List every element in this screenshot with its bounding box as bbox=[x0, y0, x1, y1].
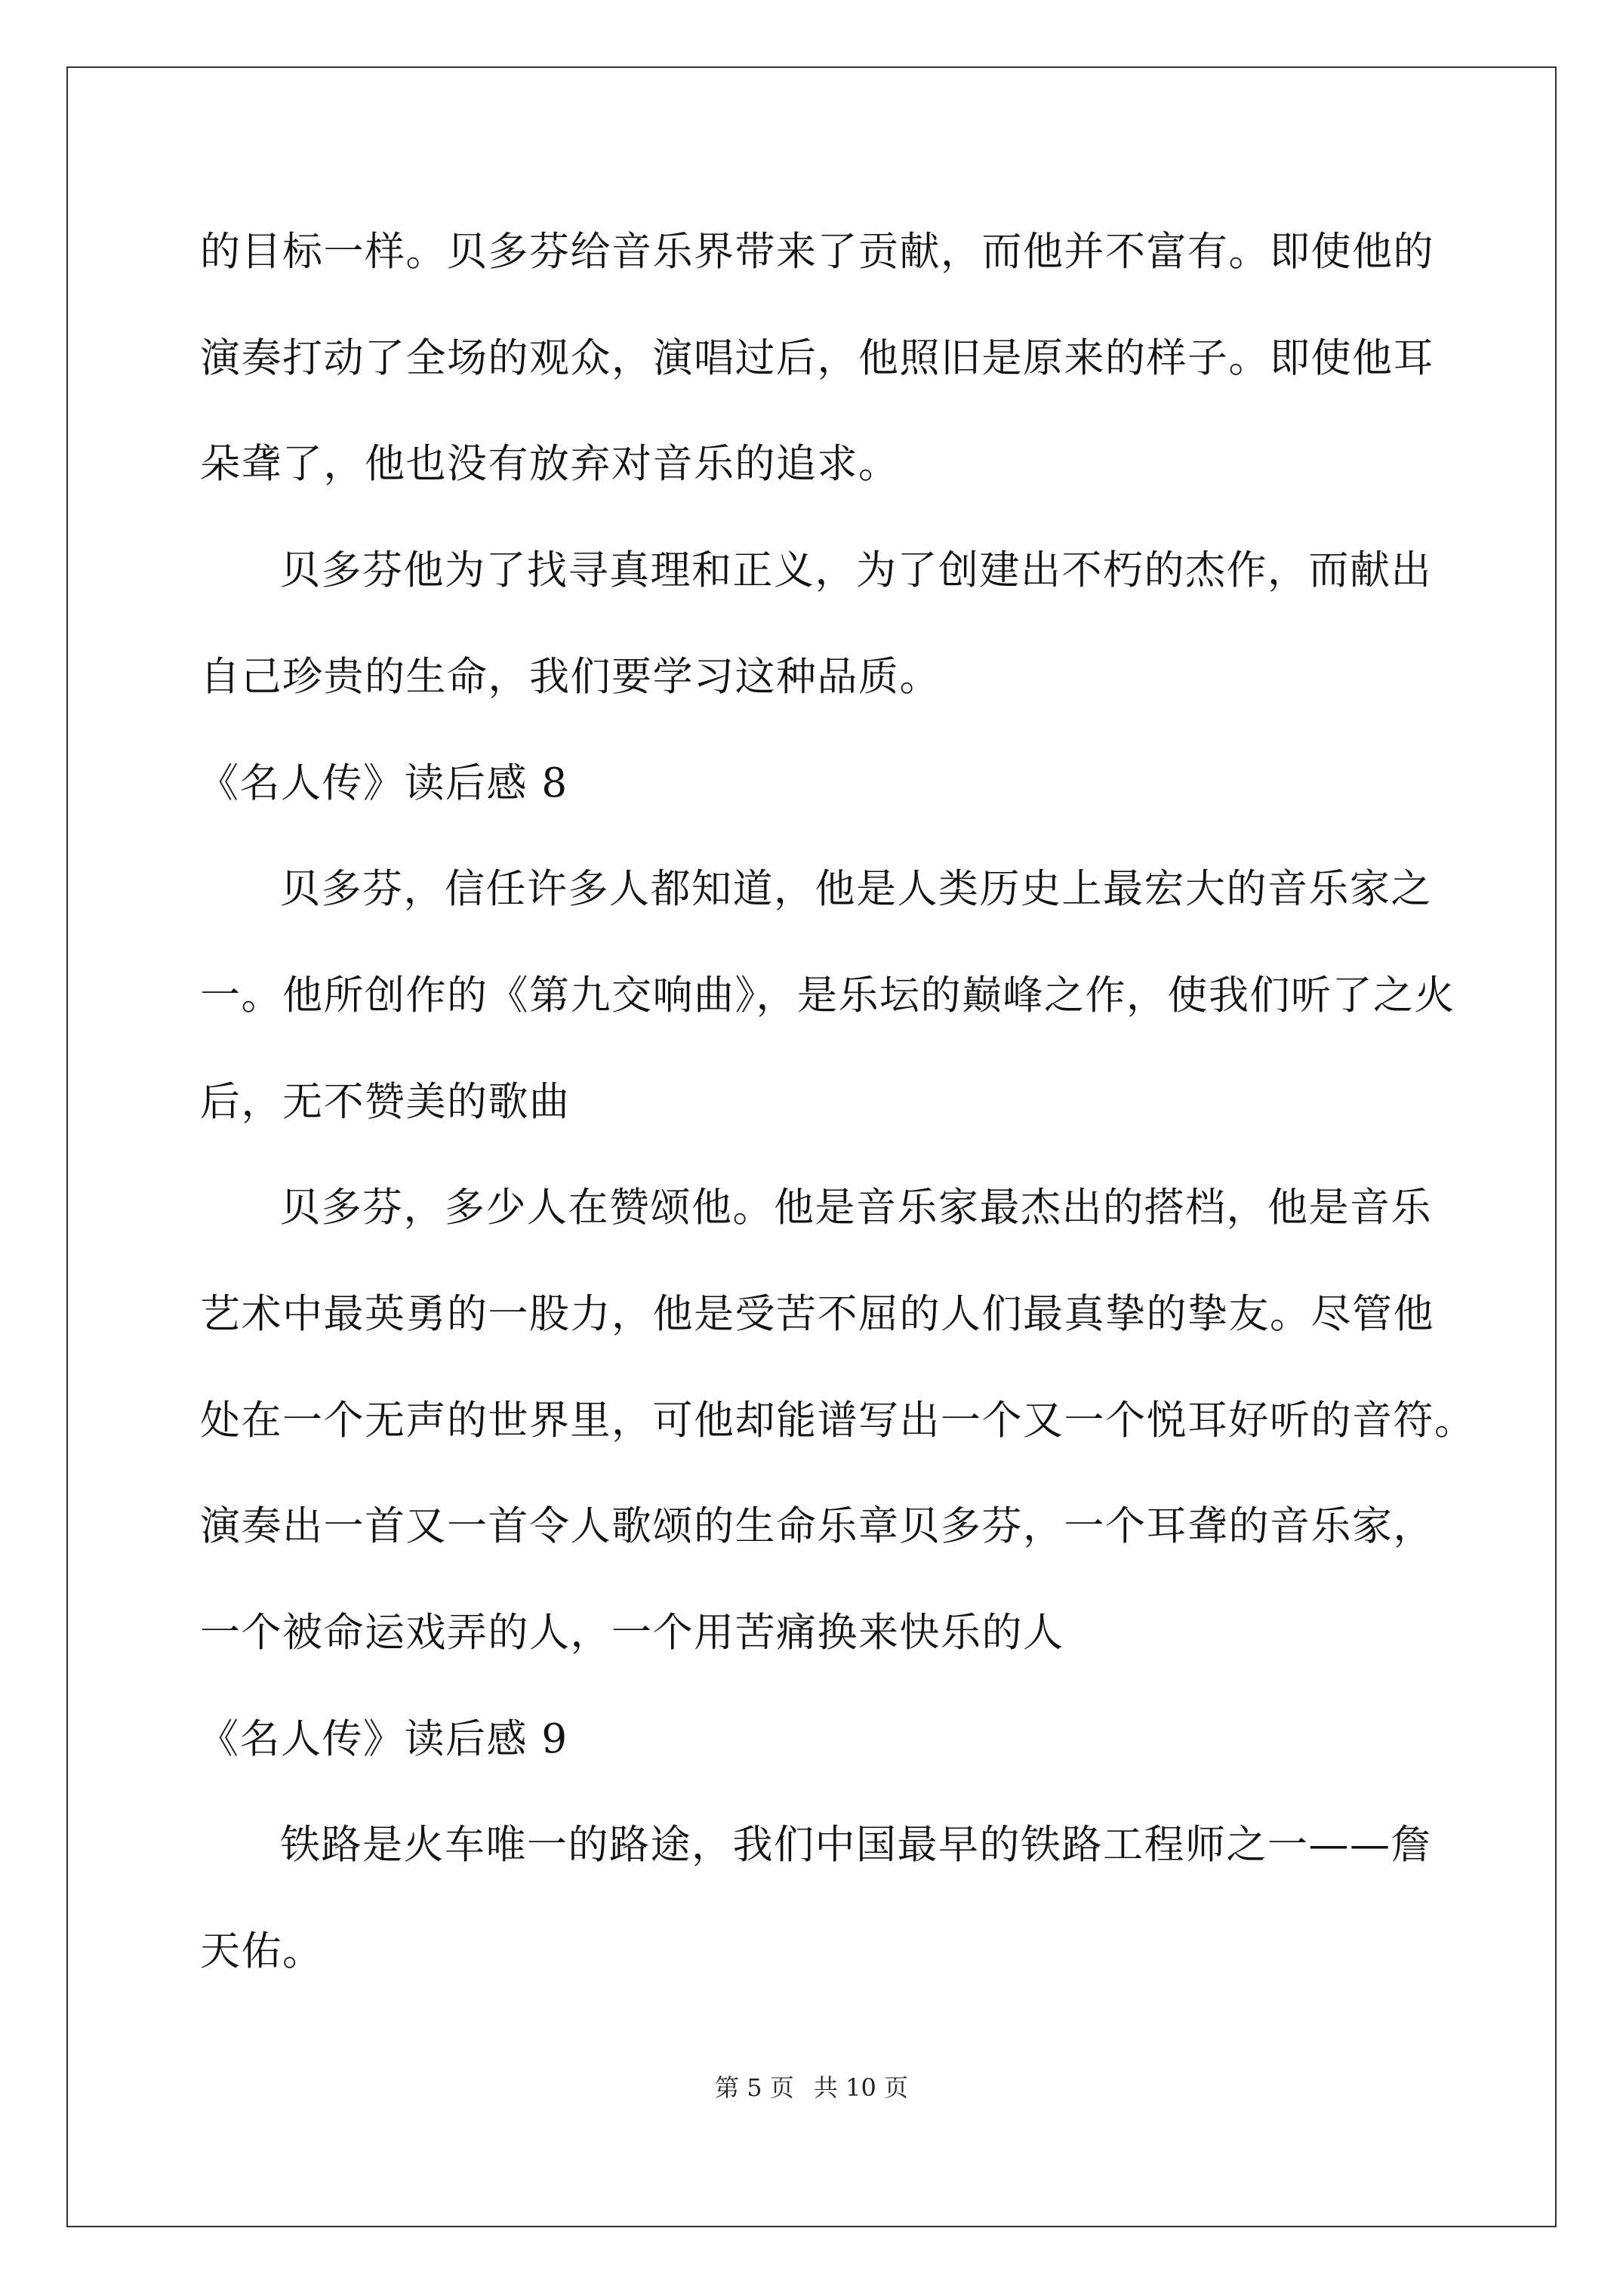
body-line: 艺术中最英勇的一股力，他是受苦不屈的人们最真挚的挚友。尽管他 bbox=[200, 1291, 1434, 1337]
body-line: 朵聋了，他也没有放弃对音乐的追求。 bbox=[200, 441, 900, 487]
body-line: 处在一个无声的世界里，可他却能谱写出一个又一个悦耳好听的音符。 bbox=[200, 1398, 1476, 1444]
body-line: 天佑。 bbox=[200, 1928, 324, 1974]
body-line: 贝多芬他为了找寻真理和正义，为了创建出不朽的杰作，而献出 bbox=[280, 547, 1432, 593]
body-line: 演奏出一首又一首令人歌颂的生命乐章贝多芬，一个耳聋的音乐家， bbox=[200, 1503, 1434, 1549]
page-total: 共 10 页 bbox=[813, 2073, 908, 2102]
body-line: 一。他所创作的《第九交响曲》，是乐坛的巅峰之作，使我们听了之火 bbox=[200, 972, 1455, 1019]
body-line: 铁路是火车唯一的路途，我们中国最早的铁路工程师之一——詹 bbox=[280, 1822, 1432, 1868]
body-line: 演奏打动了全场的观众，演唱过后，他照旧是原来的样子。即使他耳 bbox=[200, 335, 1434, 381]
body-line: 贝多芬，信任许多人都知道，他是人类历史上最宏大的音乐家之 bbox=[280, 866, 1432, 912]
page-border bbox=[66, 66, 1557, 2227]
section-heading: 《名人传》读后感 8 bbox=[199, 760, 568, 806]
body-line: 后，无不赞美的歌曲 bbox=[200, 1079, 571, 1125]
page-footer bbox=[0, 2073, 1623, 2103]
section-heading: 《名人传》读后感 9 bbox=[199, 1716, 568, 1762]
body-line: 贝多芬，多少人在赞颂他。他是音乐家最杰出的搭档，他是音乐 bbox=[280, 1185, 1432, 1231]
body-line: 的目标一样。贝多芬给音乐界带来了贡献，而他并不富有。即使他的 bbox=[200, 229, 1434, 275]
body-line: 自己珍贵的生命，我们要学习这种品质。 bbox=[200, 654, 941, 700]
body-line: 一个被命运戏弄的人，一个用苦痛换来快乐的人 bbox=[200, 1610, 1064, 1656]
page-number: 第 5 页 bbox=[715, 2073, 794, 2102]
